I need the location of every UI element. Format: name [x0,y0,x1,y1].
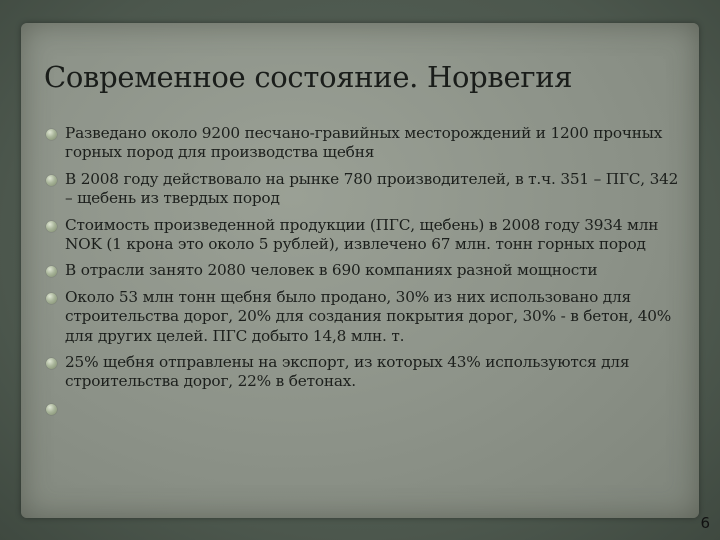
bullet-icon [46,404,57,415]
bullet-icon [46,175,57,186]
bullet-list [44,124,684,422]
bullet-text: В 2008 году действовало на рынке 780 производителей, в т.ч. 351 – ПГС, 342 – щебень из твердых пород [65,169,679,208]
bullet-text: 25% щебня отправлены на экспорт, из которых 43% используются для строительства дорог, 22% в бетонах. [65,353,630,391]
bullet-text: В отрасли занято 2080 человек в 690 компаниях разной мощности [65,261,598,280]
bullet-text: Около 53 млн тонн щебня было продано, 30% из них использовано для строительства дорог, 20% для создания покрытия дорог, 30% - в бетон, 40% для других целей. ПГС добыто 14,8 млн. т. [65,287,672,345]
bullet-icon [46,129,57,140]
page-number: 6 [700,514,710,532]
bullet-item [44,261,684,280]
bullet-icon [46,358,57,369]
bullet-item [44,124,684,163]
bullet-item [44,353,684,392]
bullet-icon [46,221,57,232]
bullet-item [44,288,684,346]
bullet-icon [46,266,57,277]
bullet-item [44,170,684,209]
bullet-item [44,216,684,255]
slide-title: Современное состояние. Норвегия [44,60,573,94]
bullet-text: Стоимость произведенной продукции (ПГС, щебень) в 2008 году 3934 млн NOK (1 крона это около 5 рублей), извлечено 67 млн. тонн горных пород [65,215,659,254]
bullet-item-empty [44,399,684,415]
bullet-icon [46,293,57,304]
bullet-text: Разведано около 9200 песчано-гравийных месторождений и 1200 прочных горных пород для производства щебня [65,124,663,162]
